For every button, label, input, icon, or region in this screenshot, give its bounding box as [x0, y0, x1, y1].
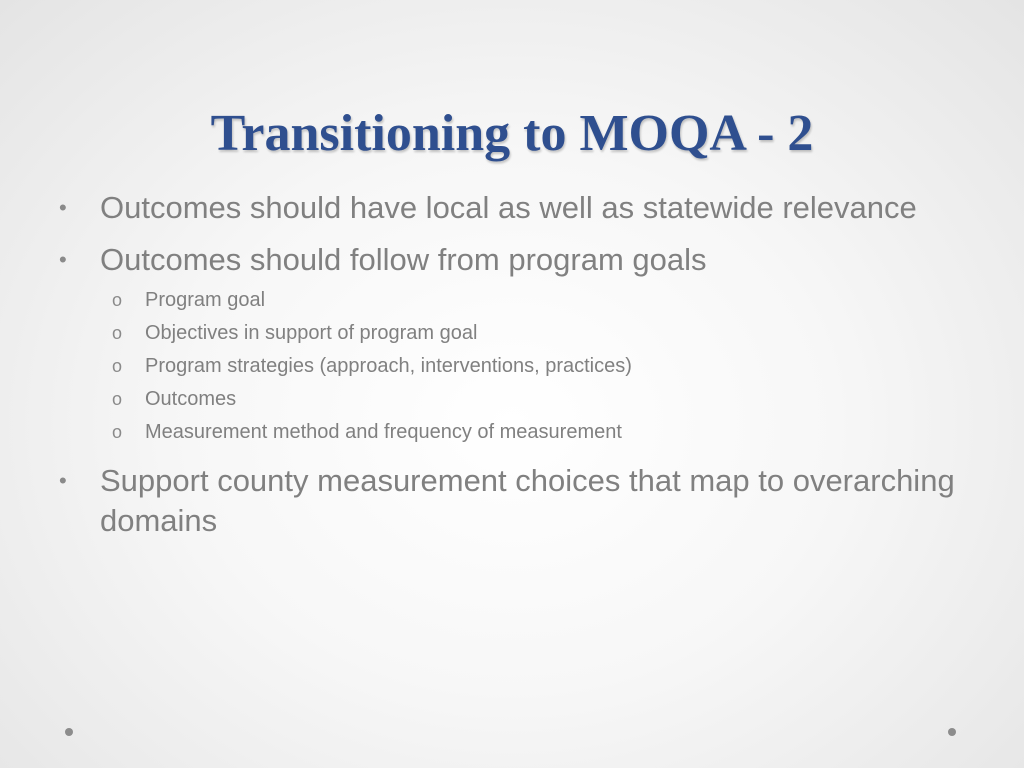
bullet-dot-icon: •	[59, 468, 67, 493]
circle-bullet-icon: o	[112, 389, 123, 409]
bullet-item	[56, 240, 976, 280]
sub-bullet-list	[56, 284, 976, 449]
bullet-text: Outcomes should have local as well as statewide relevance	[100, 190, 917, 225]
bullet-dot-icon: •	[59, 247, 67, 272]
sub-bullet-text: Outcomes	[145, 388, 237, 410]
bullet-text: Support county measurement choices that map to overarching domains	[100, 463, 955, 538]
sub-bullet-text: Program goal	[145, 289, 266, 311]
circle-bullet-icon: o	[112, 323, 123, 343]
bullet-item	[56, 461, 976, 541]
decorative-dot-left-icon	[65, 728, 73, 736]
slide-content	[56, 188, 976, 553]
sub-bullet-text: Objectives in support of program goal	[145, 322, 478, 344]
sub-bullet-item	[56, 416, 976, 449]
sub-bullet-item	[56, 350, 976, 383]
bullet-item	[56, 188, 976, 228]
sub-bullet-text: Measurement method and frequency of measurement	[145, 421, 622, 443]
decorative-dot-right-icon	[948, 728, 956, 736]
sub-bullet-text: Program strategies (approach, interventions, practices)	[145, 355, 632, 377]
sub-bullet-item	[56, 317, 976, 350]
bullet-text: Outcomes should follow from program goals	[100, 242, 707, 277]
sub-bullet-item	[56, 284, 976, 317]
slide-title: Transitioning to MOQA - 2	[210, 105, 814, 162]
sub-bullet-item	[56, 383, 976, 416]
circle-bullet-icon: o	[112, 290, 123, 310]
circle-bullet-icon: o	[112, 422, 123, 442]
circle-bullet-icon: o	[112, 356, 123, 376]
bullet-dot-icon: •	[59, 195, 67, 220]
